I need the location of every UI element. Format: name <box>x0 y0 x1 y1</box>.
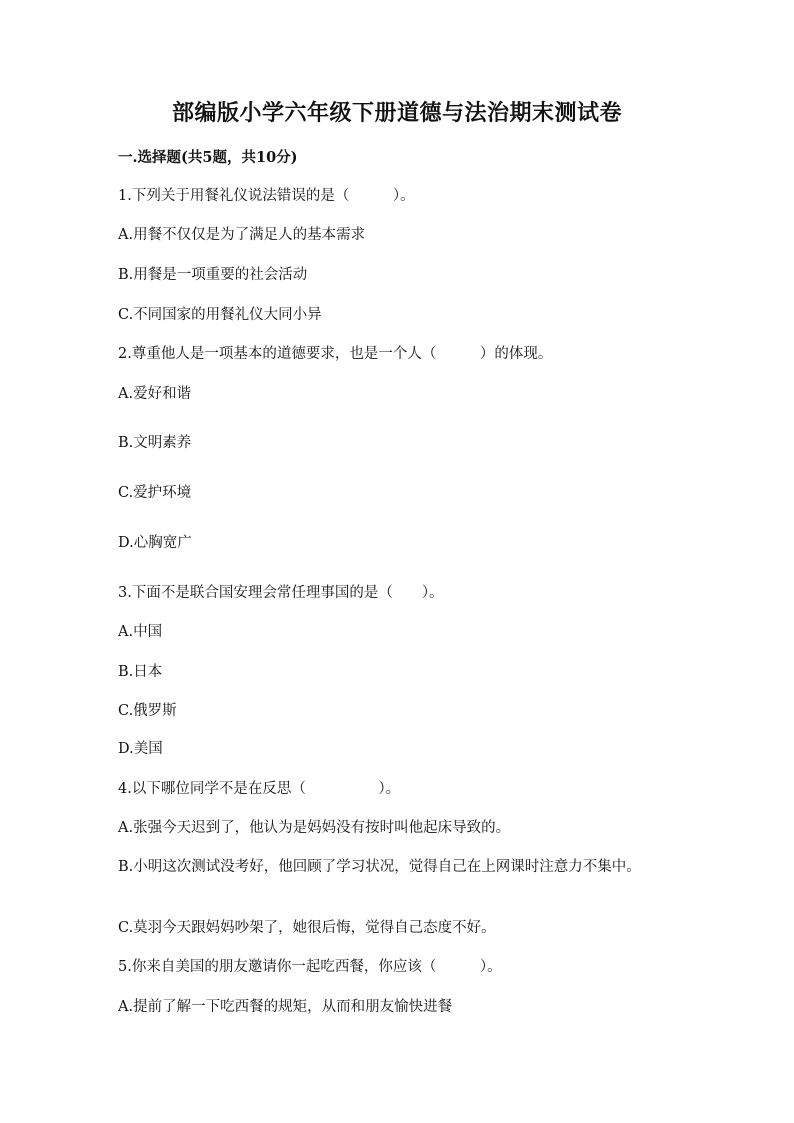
question-1-option-b: B.用餐是一项重要的社会活动 <box>118 267 308 283</box>
question-3-option-a: A.中国 <box>118 624 163 640</box>
section-heading: 一.选择题(共5题，共10分) <box>118 149 298 166</box>
question-4-stem: 4.以下哪位同学不是在反思（ ）。 <box>118 781 401 797</box>
question-3-option-c: C.俄罗斯 <box>118 703 177 719</box>
question-3-option-b: B.日本 <box>118 664 163 680</box>
question-5-stem: 5.你来自美国的朋友邀请你一起吃西餐，你应该（ ）。 <box>118 959 502 975</box>
question-1-stem: 1.下列关于用餐礼仪说法错误的是（ ）。 <box>118 188 415 204</box>
question-2-option-d: D.心胸宽广 <box>118 535 192 551</box>
question-4-option-b: B.小明这次测试没考好，他回顾了学习状况，觉得自己在上网课时注意力不集中。 <box>118 859 641 875</box>
question-2-stem: 2.尊重他人是一项基本的道德要求，也是一个人（ ）的体现。 <box>118 346 553 362</box>
question-2-option-a: A.爱好和谐 <box>118 386 192 402</box>
question-2-option-b: B.文明素养 <box>118 435 192 451</box>
question-5-option-a: A.提前了解一下吃西餐的规矩，从而和朋友愉快进餐 <box>118 999 453 1015</box>
question-3-stem: 3.下面不是联合国安理会常任理事国的是（ ）。 <box>118 585 444 601</box>
question-1-option-a: A.用餐不仅仅是为了满足人的基本需求 <box>118 227 366 243</box>
question-4-option-c: C.莫羽今天跟妈妈吵架了，她很后悔，觉得自己态度不好。 <box>118 920 496 936</box>
page-title: 部编版小学六年级下册道德与法治期末测试卷 <box>171 100 622 126</box>
question-1-option-c: C.不同国家的用餐礼仪大同小异 <box>118 307 322 323</box>
question-3-option-d: D.美国 <box>118 741 163 757</box>
question-4-option-a: A.张强今天迟到了，他认为是妈妈没有按时叫他起床导致的。 <box>118 820 511 836</box>
question-2-option-c: C.爱护环境 <box>118 485 192 501</box>
